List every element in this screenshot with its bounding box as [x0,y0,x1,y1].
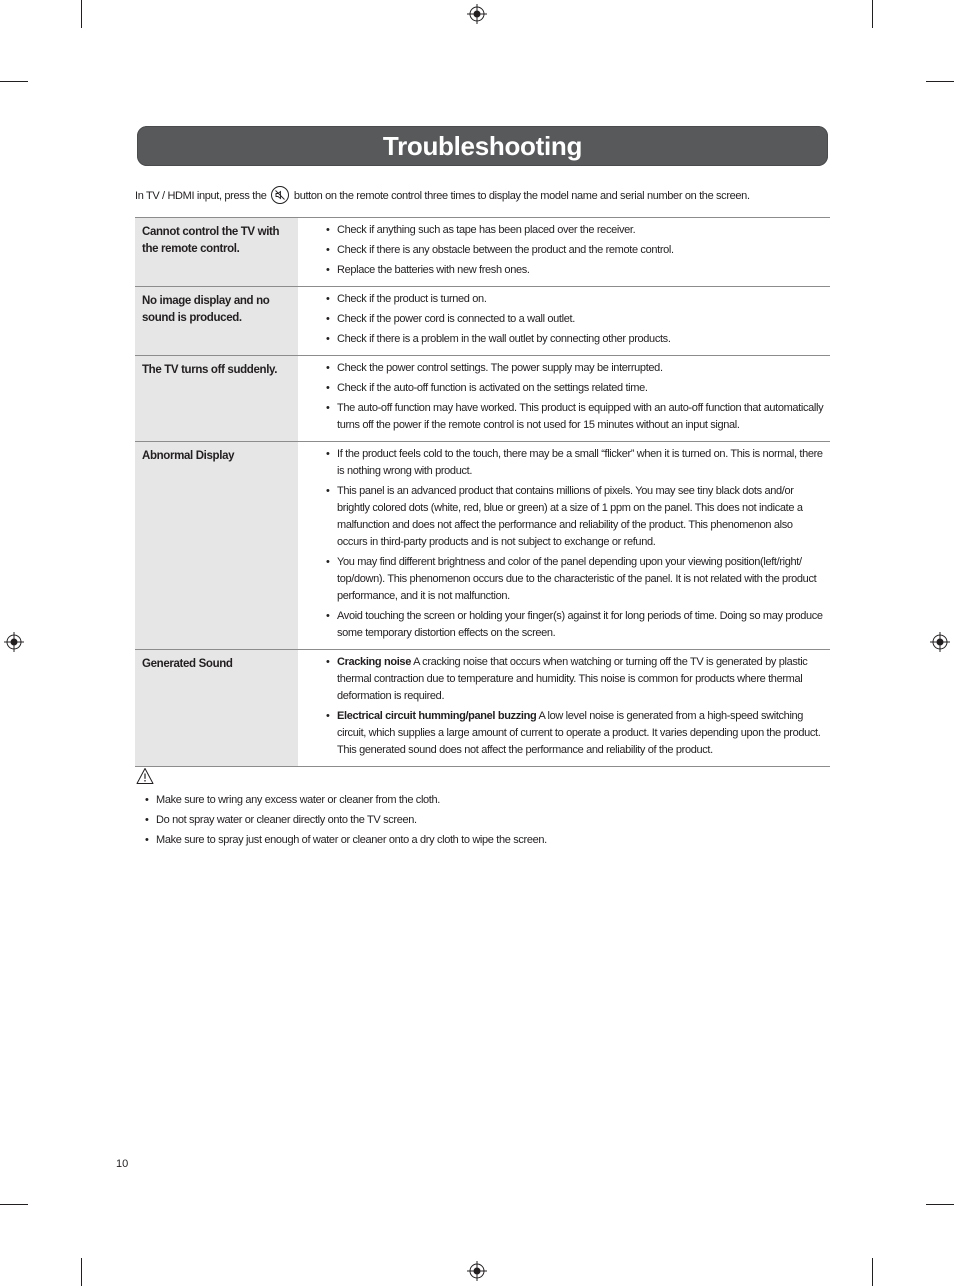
symptom-cell: Generated Sound [135,650,298,767]
symptom-cell: No image display and no sound is produced. [135,287,298,356]
solution-text: A low level noise is generated from a high-speed switching circuit, which supplies a large amount of current to operate a product. It varies depending upon the product. This generated sound does not affect the performance and reliability of the product. [337,710,821,756]
symptom-cell: The TV turns off suddenly. [135,356,298,442]
title-bar [137,126,828,166]
caution-notes [145,792,547,852]
crop-mark [81,0,82,28]
solution-cell [308,218,830,287]
crop-mark [872,0,873,28]
crop-mark [926,1204,954,1205]
intro-after: button on the remote control three times to display the model name and serial number on the screen. [293,190,750,202]
page-number: 10 [116,1158,129,1170]
solution-item: • Avoid touching the screen or holding your finger(s) against it for long periods of time. Doing so may produce some temporary distortion effects on the screen. [326,608,824,642]
solution-cell [308,287,830,356]
crop-mark [872,1258,873,1286]
solution-cell [308,650,830,767]
caution-triangle-icon [136,767,154,785]
solution-text: A cracking noise that occurs when watching or turning off the TV is generated by plastic thermal contraction due to temperature and humidity. This noise is common for products where thermal deformation is required. [337,656,808,702]
table-row [135,650,830,767]
solution-item: • Check if the auto-off function is activated on the settings related time. [326,380,824,397]
registration-mark-icon [467,4,487,24]
table-row [135,356,830,442]
solution-item: • Check if the product is turned on. [326,291,824,308]
solution-item: • The auto-off function may have worked. This product is equipped with an auto-off function that automatically turns off the power if the remote control is not used for 15 minutes without an input signal. [326,400,824,434]
table-row [135,218,830,287]
registration-mark-icon [467,1261,487,1281]
caution-note: • Make sure to wring any excess water or cleaner from the cloth. [145,792,547,809]
solution-item: • Check if there is any obstacle between the product and the remote control. [326,242,824,259]
solution-item: • Check if there is a problem in the wall outlet by connecting other products. [326,331,824,348]
solution-item: • You may find different brightness and color of the panel depending upon your viewing position(left/right/ top/down). This phenomenon occurs due to the characteristic of the panel. It is not related with the product performance, and it is not malfunction. [326,554,824,605]
solution-term: Cracking noise [337,656,411,668]
crop-mark [926,81,954,82]
solution-cell [308,356,830,442]
registration-mark-icon [930,632,950,652]
page-title: Troubleshooting [382,130,583,161]
solution-item: • Check the power control settings. The power supply may be interrupted. [326,360,824,377]
solution-cell [308,442,830,650]
mute-button-icon [271,186,289,204]
symptom-cell: Abnormal Display [135,442,298,650]
crop-mark [0,81,28,82]
registration-mark-icon [4,632,24,652]
solution-item [326,654,824,705]
solution-item: • Replace the batteries with new fresh ones. [326,262,824,279]
intro-text [135,188,835,204]
solution-term: Electrical circuit humming/panel buzzing [337,710,537,722]
crop-mark [0,1204,28,1205]
table-row [135,442,830,650]
solution-item: • If the product feels cold to the touch, there may be a small “flicker” when it is turned on. This is normal, there is nothing wrong with product. [326,446,824,480]
crop-mark [81,1258,82,1286]
symptom-cell: Cannot control the TV with the remote control. [135,218,298,287]
caution-note: • Make sure to spray just enough of water or cleaner onto a dry cloth to wipe the screen. [145,832,547,849]
intro-before: In TV / HDMI input, press the [135,190,267,202]
table-row [135,287,830,356]
solution-item: • This panel is an advanced product that contains millions of pixels. You may see tiny black dots and/or brightly colored dots (white, red, blue or green) at a size of 1 ppm on the panel. This does not indicate a malfunction and does not affect the performance and reliability of the product. This phenomenon also occurs in third-party products and is not subject to exchange or refund. [326,483,824,551]
solution-item: • Check if the power cord is connected to a wall outlet. [326,311,824,328]
solution-item [326,708,824,759]
troubleshooting-table [135,217,830,767]
solution-item: • Check if anything such as tape has been placed over the receiver. [326,222,824,239]
caution-note: • Do not spray water or cleaner directly onto the TV screen. [145,812,547,829]
